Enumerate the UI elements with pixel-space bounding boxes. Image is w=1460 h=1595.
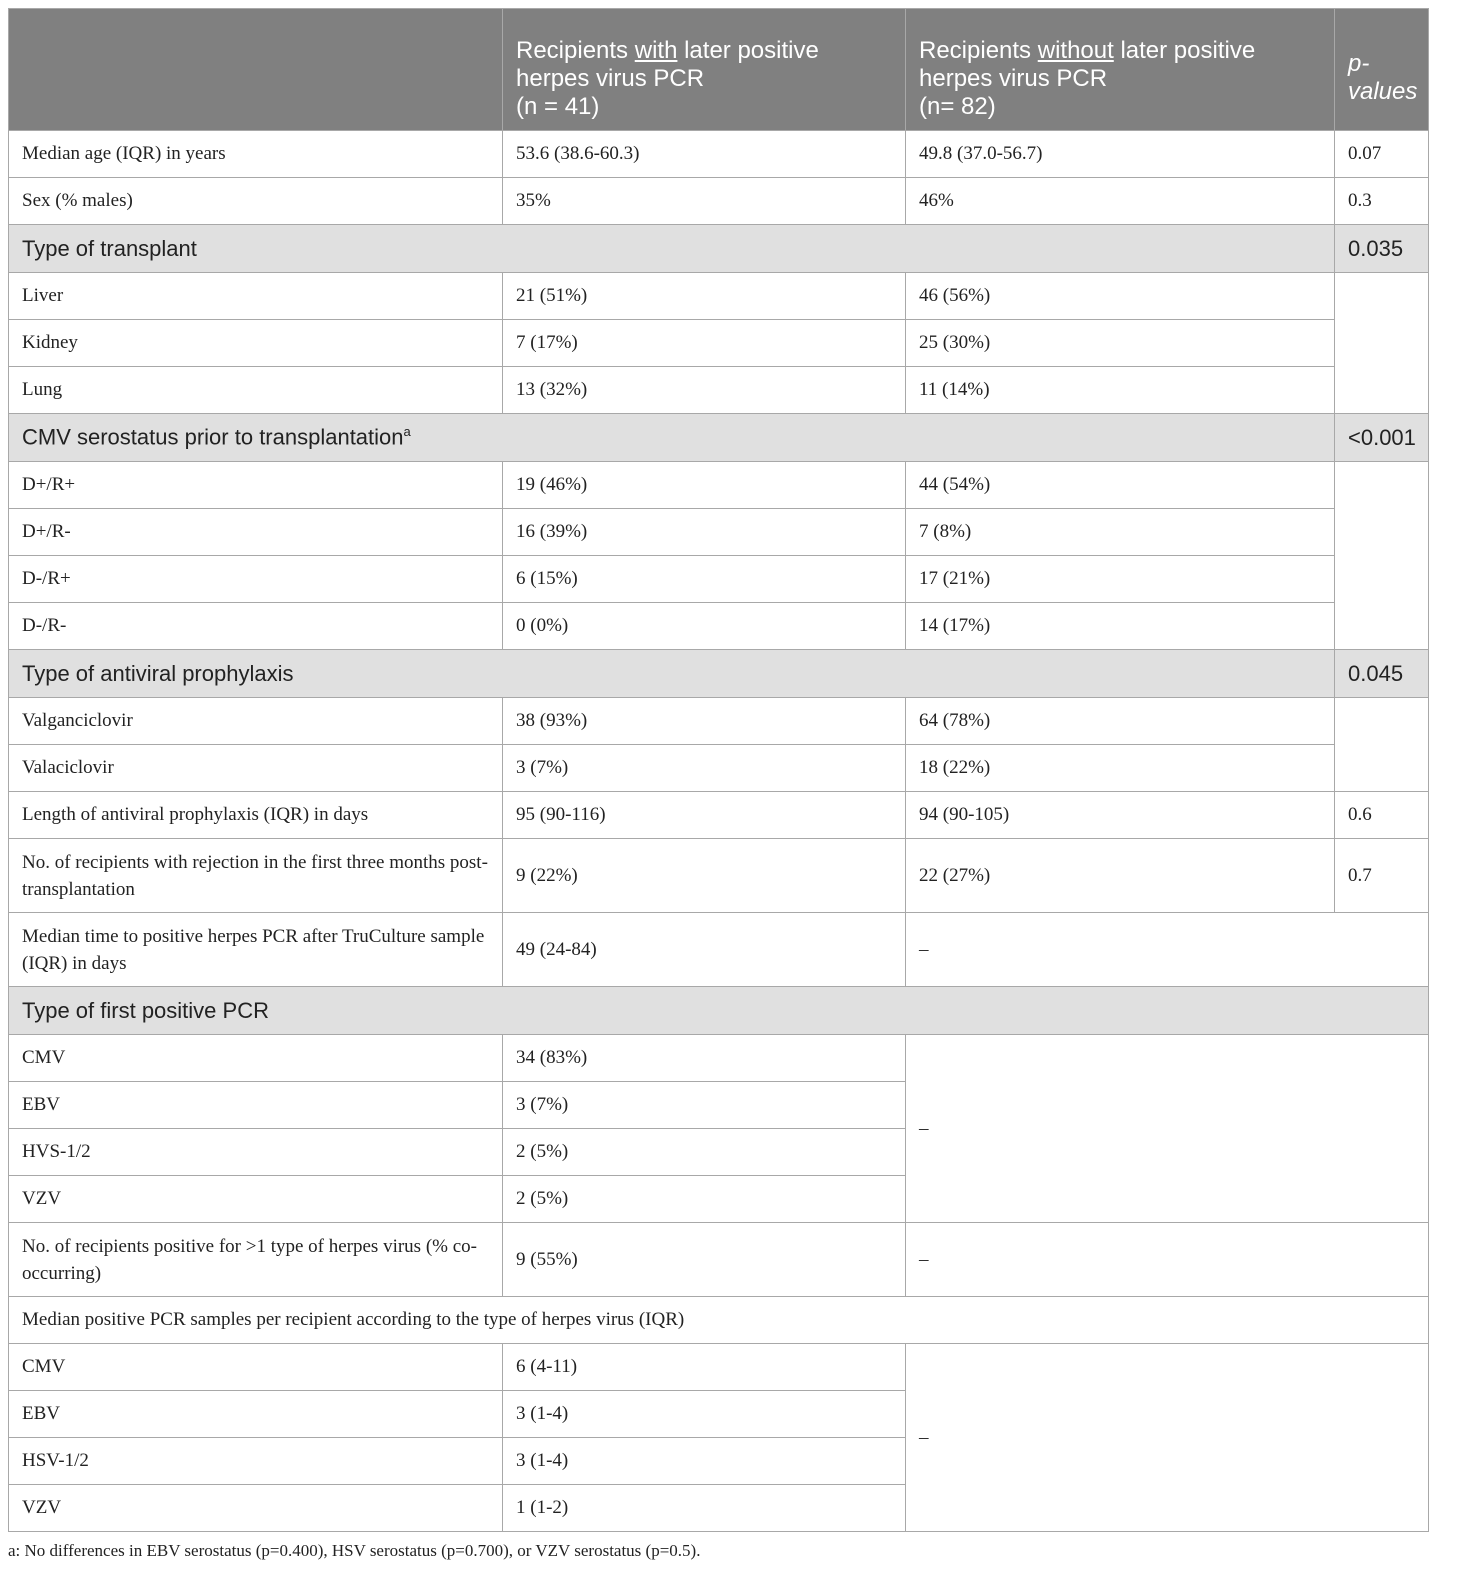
cell-with: 0 (0%): [503, 603, 906, 650]
cell-without: 17 (21%): [906, 556, 1335, 603]
cell-with: 3 (1-4): [503, 1391, 906, 1438]
cell-without: 25 (30%): [906, 320, 1335, 367]
row-label: No. of recipients positive for >1 type of herpes virus (% co-occurring): [9, 1223, 503, 1297]
section-row-transplant: [9, 225, 1429, 273]
cell-with: 3 (1-4): [503, 1438, 906, 1485]
row-label: Liver: [9, 273, 503, 320]
row-label: Lung: [9, 367, 503, 414]
section-p-value: <0.001: [1335, 414, 1429, 462]
header-with-positive: Recipients with later positive herpes virus PCR (n = 41): [503, 9, 906, 131]
section-label: Median positive PCR samples per recipient according to the type of herpes virus (IQR): [9, 1297, 1429, 1344]
row-label: CMV: [9, 1344, 503, 1391]
cell-with: 38 (93%): [503, 698, 906, 745]
table-row-valaciclovir: [9, 745, 1429, 792]
section-p-value: 0.035: [1335, 225, 1429, 273]
table-row-dmrm: [9, 603, 1429, 650]
cell-with: 16 (39%): [503, 509, 906, 556]
cell-with: 21 (51%): [503, 273, 906, 320]
cell-p-value: 0.07: [1335, 131, 1429, 178]
table-row-dmrp: [9, 556, 1429, 603]
row-label: D+/R+: [9, 462, 503, 509]
merged-dash-cell: –: [906, 1344, 1429, 1532]
table-row-median-time: [9, 913, 1429, 987]
cell-without: 46 (56%): [906, 273, 1335, 320]
row-label: Valaciclovir: [9, 745, 503, 792]
section-row-cmv-serostatus: [9, 414, 1429, 462]
row-label: VZV: [9, 1485, 503, 1532]
merged-dash-cell: –: [906, 1035, 1429, 1223]
row-label: No. of recipients with rejection in the first three months post-transplantation: [9, 839, 503, 913]
cell-with: 6 (15%): [503, 556, 906, 603]
cell-with: 53.6 (38.6-60.3): [503, 131, 906, 178]
cell-with: 2 (5%): [503, 1129, 906, 1176]
cell-p-value: 0.3: [1335, 178, 1429, 225]
cell-without: 94 (90-105): [906, 792, 1335, 839]
section-row-first-positive-pcr: [9, 987, 1429, 1035]
cell-p-value: 0.7: [1335, 839, 1429, 913]
section-label: Type of antiviral prophylaxis: [9, 650, 1335, 698]
header-stub: [9, 9, 503, 131]
table-row-lung: [9, 367, 1429, 414]
section-row-median-samples: [9, 1297, 1429, 1344]
cell-without: 22 (27%): [906, 839, 1335, 913]
table-row-dprp: [9, 462, 1429, 509]
merged-empty-cell: [1335, 462, 1429, 650]
table-row-age: [9, 131, 1429, 178]
section-label: Type of first positive PCR: [9, 987, 1429, 1035]
row-label: VZV: [9, 1176, 503, 1223]
section-label: CMV serostatus prior to transplantation$^a$: [9, 414, 1335, 462]
header-p-values: p- values: [1335, 9, 1429, 131]
row-label: D-/R-: [9, 603, 503, 650]
cell-with: 6 (4-11): [503, 1344, 906, 1391]
cell-with: 35%: [503, 178, 906, 225]
cell-without: 46%: [906, 178, 1335, 225]
cell-with: 3 (7%): [503, 745, 906, 792]
baseline-characteristics-table: [8, 8, 1429, 1532]
table-row-fp-cmv: [9, 1035, 1429, 1082]
cell-without: 18 (22%): [906, 745, 1335, 792]
section-label: Type of transplant: [9, 225, 1335, 273]
section-p-value: 0.045: [1335, 650, 1429, 698]
cell-without: 49.8 (37.0-56.7): [906, 131, 1335, 178]
cell-without: –: [906, 913, 1429, 987]
table-row-rejection: [9, 839, 1429, 913]
footnote-marker: a: [403, 424, 411, 440]
table-row-kidney: [9, 320, 1429, 367]
row-label: D-/R+: [9, 556, 503, 603]
cell-with: 19 (46%): [503, 462, 906, 509]
cell-with: 3 (7%): [503, 1082, 906, 1129]
table-row-sex: [9, 178, 1429, 225]
cell-with: 95 (90-116): [503, 792, 906, 839]
row-label: D+/R-: [9, 509, 503, 556]
cell-without: 7 (8%): [906, 509, 1335, 556]
cell-without: 11 (14%): [906, 367, 1335, 414]
row-label: Sex (% males): [9, 178, 503, 225]
row-label: Length of antiviral prophylaxis (IQR) in days: [9, 792, 503, 839]
header-without-positive: Recipients without later positive herpes virus PCR (n= 82): [906, 9, 1335, 131]
cell-without: 44 (54%): [906, 462, 1335, 509]
row-label: Valganciclovir: [9, 698, 503, 745]
table-row-liver: [9, 273, 1429, 320]
cell-p-value: 0.6: [1335, 792, 1429, 839]
row-label: EBV: [9, 1082, 503, 1129]
cell-with: 1 (1-2): [503, 1485, 906, 1532]
cell-with: 49 (24-84): [503, 913, 906, 987]
cell-with: 9 (55%): [503, 1223, 906, 1297]
row-label: CMV: [9, 1035, 503, 1082]
merged-empty-cell: [1335, 273, 1429, 414]
row-label: Kidney: [9, 320, 503, 367]
header-row: [9, 9, 1429, 131]
table-row-multi-herpes: [9, 1223, 1429, 1297]
cell-with: 9 (22%): [503, 839, 906, 913]
cell-without: 64 (78%): [906, 698, 1335, 745]
table-row-ms-cmv: [9, 1344, 1429, 1391]
row-label: Median age (IQR) in years: [9, 131, 503, 178]
cell-with: 34 (83%): [503, 1035, 906, 1082]
cell-with: 13 (32%): [503, 367, 906, 414]
cell-with: 7 (17%): [503, 320, 906, 367]
table-row-dprm: [9, 509, 1429, 556]
merged-empty-cell: [1335, 698, 1429, 792]
cell-without: 14 (17%): [906, 603, 1335, 650]
row-label: Median time to positive herpes PCR after TruCulture sample (IQR) in days: [9, 913, 503, 987]
table-row-valganciclovir: [9, 698, 1429, 745]
section-row-antiviral: [9, 650, 1429, 698]
table-footnote: a: No differences in EBV serostatus (p=0.400), HSV serostatus (p=0.700), or VZV serostatus (p=0.5).: [8, 1541, 701, 1560]
cell-without: –: [906, 1223, 1429, 1297]
cell-with: 2 (5%): [503, 1176, 906, 1223]
row-label: HSV-1/2: [9, 1438, 503, 1485]
row-label: EBV: [9, 1391, 503, 1438]
row-label: HVS-1/2: [9, 1129, 503, 1176]
table-row-prophylaxis-length: [9, 792, 1429, 839]
